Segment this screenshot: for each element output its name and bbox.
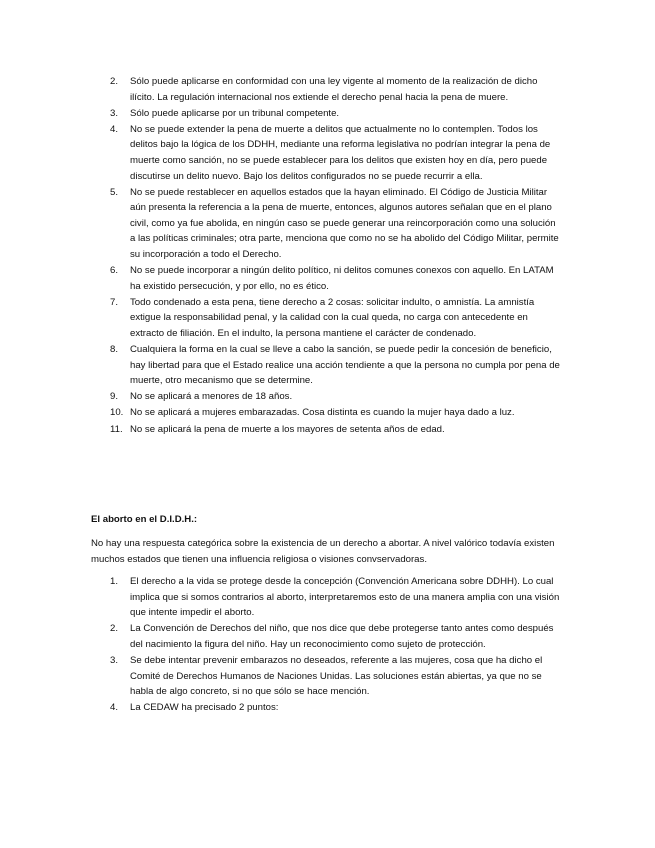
list-number: 1. <box>110 576 119 587</box>
list-item <box>0 389 562 405</box>
list-item <box>0 295 562 342</box>
list-item <box>0 422 562 438</box>
list-item <box>0 700 562 716</box>
list-text: Se debe intentar prevenir embarazos no deseados, referente a las mujeres, cosa que ha dicho el Comité de Derechos Humanos de Naciones Unidas. Las soluciones están abiertas, ya que no se habla de algo concreto, si no que sólo se hace mención. <box>130 654 543 698</box>
pena-de-muerte-list <box>0 74 562 438</box>
list-item <box>0 185 562 263</box>
list-number: 10. <box>110 407 124 419</box>
list-item <box>0 574 562 621</box>
list-text: Sólo puede aplicarse por un tribunal competente. <box>130 107 340 119</box>
list-item <box>0 122 562 184</box>
list-number: 9. <box>110 391 119 403</box>
list-text: No se puede restablecer en aquellos estados que la hayan eliminado. El Código de Justicia Militar aún presenta la referencia a la pena de muerte, entonces, algunos autores señalan que en el plano civil, como ya fue abolida, en ningún caso se puede generar una reincorporación como una solución a las políticas criminales; otra parte, menciona que como no se ha abolido del Código Militar, permite su incorporación a todo el Derecho. <box>130 186 559 261</box>
list-item <box>0 405 562 421</box>
list-text: No se puede incorporar a ningún delito político, ni delitos comunes conexos con aquello. En LATAM ha existido persecución, y por ello, no es ético. <box>130 265 554 292</box>
list-item <box>0 106 562 122</box>
section-paragraph: No hay una respuesta categórica sobre la existencia de un derecho a abortar. A nivel valórico todavía existen muchos estados que tienen una influencia religiosa o visiones convservadoras. <box>91 538 555 565</box>
list-number: 3. <box>110 107 119 119</box>
list-text: No se aplicará la pena de muerte a los mayores de setenta años de edad. <box>130 423 445 435</box>
list-text: Sólo puede aplicarse en conformidad con una ley vigente al momento de la realización de dicho ilícito. La regulación internacional nos extiende el derecho penal hacia la pena de muere. <box>130 76 538 103</box>
list-number: 2. <box>110 623 119 635</box>
list-number: 2. <box>110 76 119 87</box>
list-text: El derecho a la vida se protege desde la concepción (Convención Americana sobre DDHH). Lo cual implica que si somos contrarios al aborto, interpretaremos esto de una manera amplia con una visión que intente impedir el aborto. <box>130 576 560 619</box>
list-text: No se aplicará a menores de 18 años. <box>130 391 293 403</box>
list-item <box>0 74 562 105</box>
list-text: Todo condenado a esta pena, tiene derecho a 2 cosas: solicitar indulto, o amnistía. La amnistía extigue la responsabilidad penal, y la calidad con la cual queda, no carga con antecedente en extracto de filiación. En el indulto, la persona mantiene el carácter de condenado. <box>130 296 535 339</box>
list-text: No se aplicará a mujeres embarazadas. Cosa distinta es cuando la mujer haya dado a luz. <box>130 407 515 419</box>
list-text: No se puede extender la pena de muerte a delitos que actualmente no lo contemplen. Todos los delitos bajo la lógica de los DDHH, mediante una reforma legislativa no podrían integrar la pena de muerte como sanción, no se puede establecer para los delitos que existen hoy en día, pero puede discutirse un delito nuevo. Bajo los delitos configurados no se puede recurrir a ella. <box>130 123 551 182</box>
list-number: 3. <box>110 654 119 666</box>
list-text: La Convención de Derechos del niño, que nos dice que debe protegerse tanto antes como después del nacimiento la figura del niño. Hay un reconocimiento como sujeto de protección. <box>130 623 554 650</box>
list-text: Cualquiera la forma en la cual se lleve a cabo la sanción, se puede pedir la concesión de beneficio, hay libertad para que el Estado realice una acción tendiente a que la persona no cumpla por pena de muerte, otro mecanismo que se determine. <box>130 344 560 387</box>
list-number: 5. <box>110 186 119 198</box>
list-text: La CEDAW ha precisado 2 puntos: <box>130 702 279 714</box>
list-item <box>0 263 562 294</box>
list-item <box>0 621 562 652</box>
list-number: 4. <box>110 702 119 714</box>
aborto-list <box>0 574 562 716</box>
list-item <box>0 653 562 700</box>
list-number: 11. <box>110 423 123 435</box>
list-number: 8. <box>110 344 119 356</box>
list-item <box>0 342 562 389</box>
list-number: 6. <box>110 265 119 277</box>
list-number: 4. <box>110 123 119 135</box>
section-heading: El aborto en el D.I.D.H.: <box>91 514 198 525</box>
list-number: 7. <box>110 296 119 308</box>
